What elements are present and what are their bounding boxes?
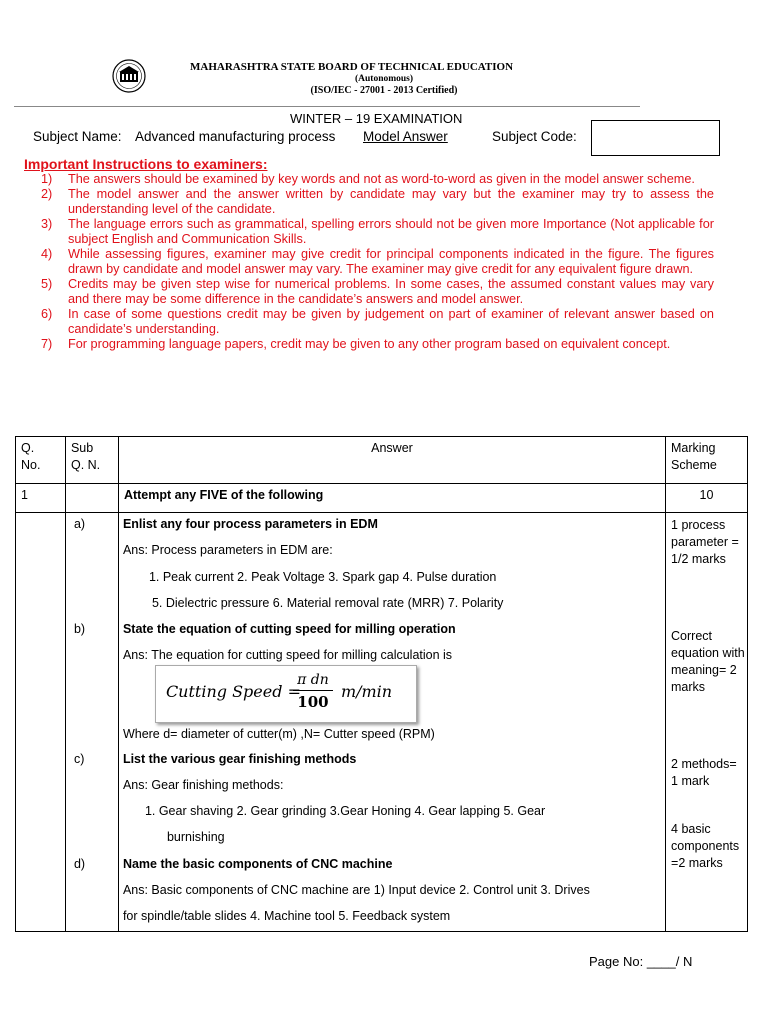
marks-a: 1 process parameter = 1/2 marks	[671, 518, 739, 566]
header-answer: Answer	[371, 441, 413, 455]
answer-a-line2: 5. Dielectric pressure 6. Material removal rate (MRR) 7. Polarity	[151, 596, 504, 610]
autonomous-label: (Autonomous)	[354, 74, 414, 84]
answer-a-intro: Ans: Process parameters in EDM are:	[122, 543, 333, 557]
question-b: State the equation of cutting speed for milling operation	[122, 622, 456, 636]
subject-code-label: Subject Code:	[492, 129, 577, 144]
answer-b-where: Where d= diameter of cutter(m) ,N= Cutter speed (RPM)	[122, 727, 435, 741]
model-answer-label: Model Answer	[363, 129, 448, 144]
answer-b-intro: Ans: The equation for cutting speed for milling calculation is	[122, 648, 453, 662]
answer-table	[15, 436, 748, 932]
instruction-item: 5) Credits may be given step wise for numerical problems. In some cases, the assumed constant values may vary and there may be some difference in the candidate’s answers and model answer.	[41, 277, 714, 306]
board-name: MAHARASHTRA STATE BOARD OF TECHNICAL EDUCATION	[190, 61, 514, 73]
header-marking: Marking Scheme	[671, 441, 717, 472]
formula-unit: m/min	[340, 682, 393, 701]
table-header-row	[16, 437, 748, 484]
question-a: Enlist any four process parameters in EDM	[122, 517, 378, 531]
formula-denominator: 100	[297, 693, 329, 711]
answer-d-line2: for spindle/table slides 4. Machine tool 5. Feedback system	[122, 909, 451, 923]
instruction-item: 6) In case of some questions credit may be given by judgement on part of examiner of relevant answer based on candidate’s understanding.	[41, 307, 714, 336]
sub-label-a: a)	[73, 517, 86, 531]
marks-c: 2 methods= 1 mark	[671, 757, 737, 788]
header-q-no: Q. No.	[21, 441, 41, 472]
marks-b: Correct equation with meaning= 2 marks	[671, 629, 745, 694]
q-number: 1	[21, 488, 28, 502]
instruction-item: 3) The language errors such as grammatical, spelling errors should not be given more Importance (Not applicable for subject English and Communication Skills.	[41, 217, 714, 246]
subject-label: Subject Name:	[33, 129, 122, 144]
marks-d: 4 basic components =2 marks	[671, 822, 740, 870]
formula-lhs: Cutting Speed =	[165, 682, 301, 701]
question-d: Name the basic components of CNC machine	[122, 857, 393, 871]
table-row	[16, 513, 748, 932]
instructions-heading: Important Instructions to examiners:	[24, 156, 268, 172]
answer-c-intro: Ans: Gear finishing methods:	[122, 778, 284, 792]
instruction-item: 7) For programming language papers, credit may be given to any other program based on equivalent concept.	[41, 337, 671, 351]
q-title: Attempt any FIVE of the following	[123, 488, 324, 502]
instruction-item: 2) The model answer and the answer written by candidate may vary but the examiner may try to assess the understanding level of the candidate.	[41, 187, 714, 216]
sub-label-d: d)	[73, 857, 86, 871]
exam-title: WINTER – 19 EXAMINATION	[290, 111, 463, 126]
subject-code-box	[591, 120, 720, 156]
table-row	[16, 484, 748, 513]
answer-c-line1: 1. Gear shaving 2. Gear grinding 3.Gear Honing 4. Gear lapping 5. Gear	[144, 804, 546, 818]
sub-label-c: c)	[73, 752, 85, 766]
header-divider	[14, 106, 640, 107]
subject-name: Advanced manufacturing process	[135, 129, 336, 144]
question-c: List the various gear finishing methods	[122, 752, 357, 766]
page-number: Page No: ____/ N	[589, 954, 693, 969]
instruction-item: 4) While assessing figures, examiner may give credit for principal components indicated in the figure. The figures drawn by candidate and model answer may vary. The examiner may give credit for any equivalent figure drawn.	[41, 247, 714, 276]
answer-d-intro: Ans: Basic components of CNC machine are 1) Input device 2. Control unit 3. Drives	[122, 883, 590, 897]
formula-fraction	[293, 670, 333, 713]
header-sub-q: Sub Q. N.	[70, 441, 101, 472]
answer-c-line2: burnishing	[166, 830, 225, 844]
instruction-item: 1) The answers should be examined by key words and not as word-to-word as given in the model answer scheme.	[41, 172, 695, 186]
certification-label: (ISO/IEC - 27001 - 2013 Certified)	[310, 85, 458, 96]
cutting-speed-formula	[155, 665, 417, 723]
q-marks: 10	[699, 488, 714, 502]
instructions-list	[24, 172, 714, 352]
answer-a-line1: 1. Peak current 2. Peak Voltage 3. Spark gap 4. Pulse duration	[148, 570, 497, 584]
formula-numerator: π dn	[293, 670, 333, 691]
sub-label-b: b)	[73, 622, 86, 636]
